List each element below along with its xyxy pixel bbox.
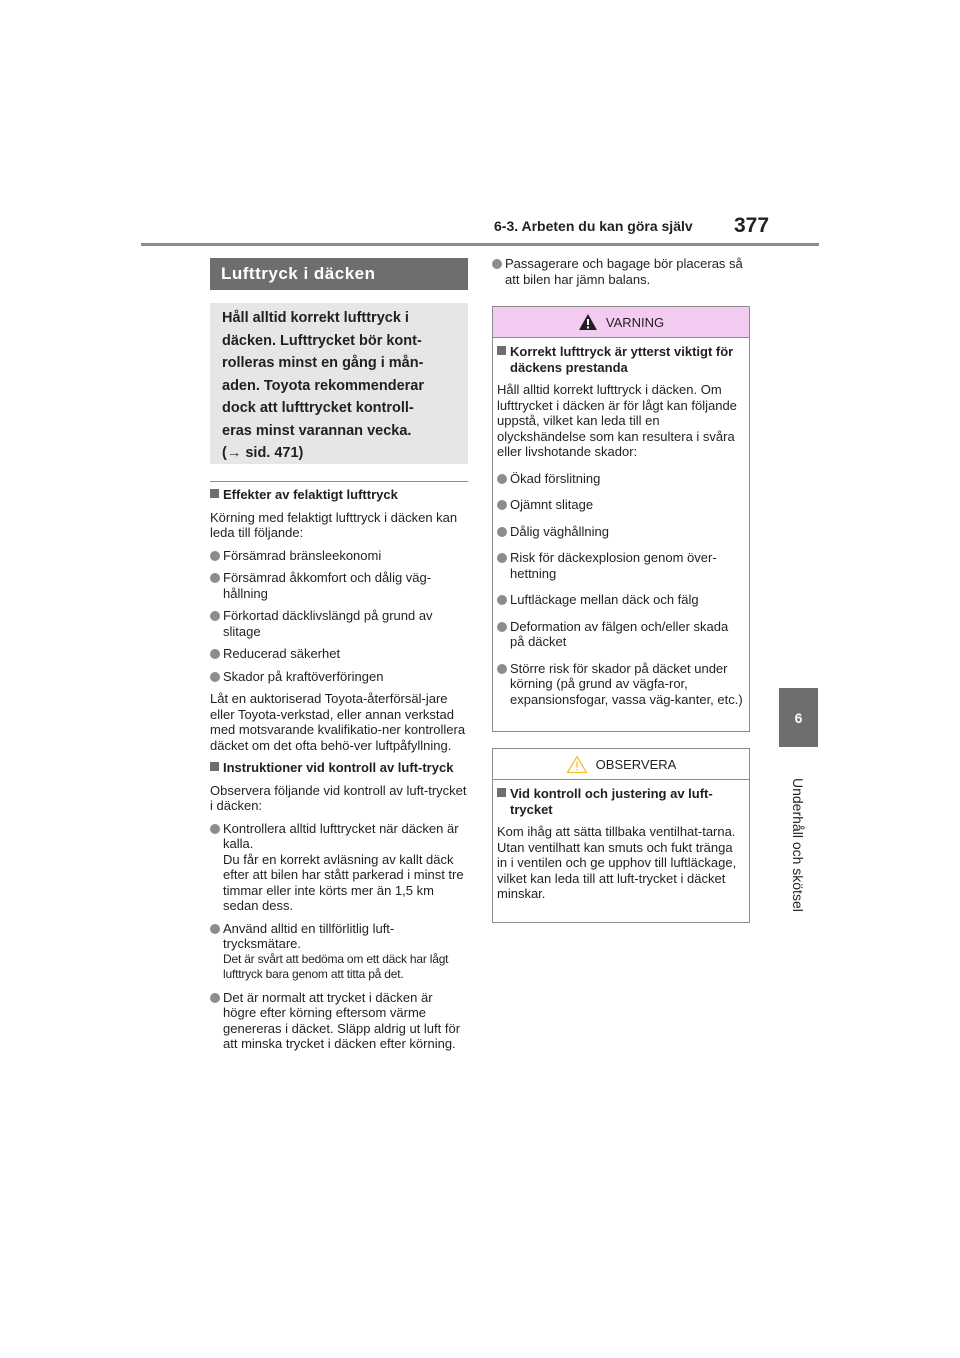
warning-box [492, 306, 750, 732]
section-title: 6-3. Arbeten du kan göra själv [494, 218, 693, 234]
paragraph: Kom ihåg att sätta tillbaka ventilhat-tarna. [497, 824, 736, 839]
notice-body [493, 780, 749, 902]
round-bullet-icon [210, 824, 220, 834]
paragraph: Utan ventilhatt kan smuts och fukt tränga in i ventilen och ge upphov till luftläckage, vilket kan leda till att luft-trycket i däcket minskar. [497, 839, 737, 901]
square-bullet-icon [210, 489, 219, 498]
paragraph: Låt en auktoriserad Toyota-återförsäl-jare eller Toyota-verkstad, eller annan verkstad med motsvarande kvalifikatio-ner kontrollera däcket om det ofta behö-ver luftpåfyllning. [210, 691, 466, 753]
list-item: Reducerad säkerhet [210, 646, 468, 662]
chapter-tab-label: Underhåll och skötsel [790, 778, 806, 912]
round-bullet-icon [497, 553, 507, 563]
caution-triangle-icon [566, 755, 588, 774]
list-item: Försämrad åkkomfort och dålig väg-hållning [210, 570, 468, 601]
list-item: Kontrollera alltid lufttrycket när däcken är kalla. [210, 821, 468, 852]
list-item: Försämrad bränsleekonomi [210, 548, 468, 564]
chapter-tab-number: 6 [779, 688, 818, 747]
round-bullet-icon [210, 924, 220, 934]
intro-line: aden. Toyota rekommenderar [222, 377, 424, 394]
intro-line: rolleras minst en gång i mån- [222, 355, 424, 371]
intro-divider [210, 481, 468, 482]
list-item: Förkortad däcklivslängd på grund av slitage [210, 608, 468, 639]
notice-box [492, 748, 750, 923]
intro-page-reference: (→ sid. 471) [222, 445, 304, 461]
list-item: Dålig väghållning [497, 524, 743, 540]
list-item: Deformation av fälgen och/eller skada på däcket [497, 619, 743, 650]
square-bullet-icon [210, 762, 219, 771]
list-item: Passagerare och bagage bör placeras så att bilen har jämn balans. [492, 256, 750, 287]
square-bullet-icon [497, 788, 506, 797]
notice-label: OBSERVERA [595, 756, 677, 772]
round-bullet-icon [210, 649, 220, 659]
round-bullet-icon [210, 573, 220, 583]
round-bullet-icon [497, 527, 507, 537]
left-column [210, 487, 468, 1059]
list-item: Ojämnt slitage [497, 497, 743, 513]
list-item-detail: Det är svårt att bedöma om ett däck har lågt lufttryck bara genom att titta på det. [223, 951, 449, 981]
round-bullet-icon [492, 259, 502, 269]
warning-header [493, 307, 749, 338]
page-number: 377 [734, 214, 770, 237]
section-heading-effects: Effekter av felaktigt lufttryck [210, 487, 468, 503]
list-item: Skador på kraftöverföringen [210, 669, 468, 685]
paragraph: Körning med felaktigt lufttryck i däcken kan leda till följande: [210, 509, 458, 540]
list-item: Ökad förslitning [497, 471, 743, 487]
page-title: Lufttryck i däcken [210, 258, 468, 290]
paragraph: Håll alltid korrekt lufttryck i däcken. Om lufttrycket i däcken är för lågt kan följande uppstå, vilket kan leda till en olyckshändelse som kan resultera i svåra eller livshotande skador: [497, 382, 737, 459]
list-item: Använd alltid en tillförlitlig luft-trycksmätare. [210, 921, 468, 952]
notice-header [493, 749, 749, 780]
intro-line: däcken. Lufttrycket bör kont- [222, 332, 422, 349]
round-bullet-icon [210, 993, 220, 1003]
warning-triangle-icon [578, 313, 598, 331]
warning-heading: Korrekt lufttryck är ytterst viktigt för däckens prestanda [497, 344, 743, 375]
round-bullet-icon [210, 672, 220, 682]
warning-label: VARNING [605, 314, 665, 330]
list-item-detail: Du får en korrekt avläsning av kallt däck efter att bilen har stått parkerad i minst tre timmar eller inte körts mer än 1,5 km sedan dess. [223, 851, 464, 913]
section-heading-instructions: Instruktioner vid kontroll av luft-tryck [210, 760, 468, 776]
intro-line: Håll alltid korrekt lufttryck i [222, 310, 409, 326]
warning-body [493, 338, 749, 707]
list-item: Risk för däckexplosion genom över-hettning [497, 550, 743, 581]
round-bullet-icon [497, 664, 507, 674]
header-divider [141, 243, 819, 246]
round-bullet-icon [497, 474, 507, 484]
round-bullet-icon [497, 500, 507, 510]
square-bullet-icon [497, 346, 506, 355]
right-column-note [492, 256, 750, 294]
intro-line: eras minst varannan vecka. [222, 422, 412, 439]
round-bullet-icon [210, 611, 220, 621]
intro-line: dock att lufttrycket kontroll- [222, 400, 414, 416]
list-item: Större risk för skador på däcket under körning (på grund av vägfa-ror, expansionsfogar, vassa väg-kanter, etc.) [497, 661, 743, 708]
notice-heading: Vid kontroll och justering av luft-trycket [497, 786, 743, 817]
list-item: Det är normalt att trycket i däcken är högre efter körning eftersom värme genereras i däcket. Släpp aldrig ut luft för att minska trycket i däcken efter körning. [210, 990, 468, 1052]
paragraph: Observera följande vid kontroll av luft-trycket i däcken: [210, 782, 467, 813]
round-bullet-icon [497, 622, 507, 632]
round-bullet-icon [210, 551, 220, 561]
intro-box [210, 303, 468, 464]
list-item: Luftläckage mellan däck och fälg [497, 592, 743, 608]
round-bullet-icon [497, 595, 507, 605]
